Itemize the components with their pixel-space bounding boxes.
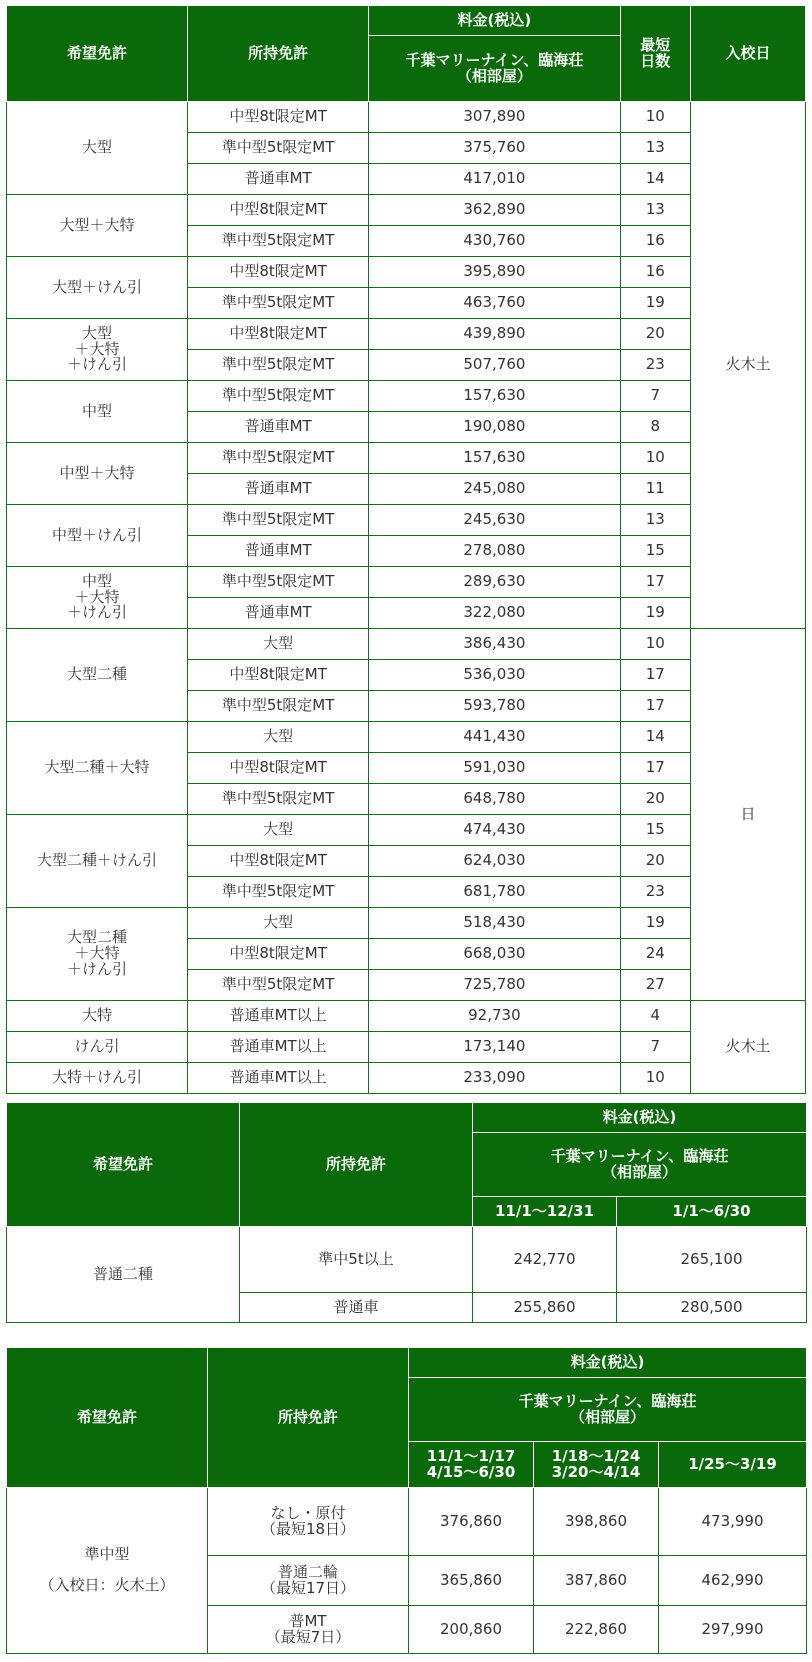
held-license-cell: 準中型5t限定MT <box>188 877 369 908</box>
fee-cell: 593,780 <box>369 691 620 722</box>
fee-cell: 362,890 <box>369 195 620 226</box>
table-row <box>7 1488 807 1556</box>
fee-cell: 624,030 <box>369 846 620 877</box>
desired-license-cell: 中型＋けん引 <box>7 505 188 567</box>
desired-license-cell: 大型二種 ＋大特 ＋けん引 <box>7 908 188 1001</box>
table-row <box>7 722 806 753</box>
fee-cell: 518,430 <box>369 908 620 939</box>
held-license-cell: 普通車MT以上 <box>188 1001 369 1032</box>
fee-cell: 462,990 <box>659 1556 807 1606</box>
min-days-cell: 8 <box>620 412 690 443</box>
header-start-day: 入校日 <box>690 6 805 102</box>
header-period-1: 11/1～12/31 <box>473 1197 617 1227</box>
desired-license-cell: 大特＋けん引 <box>7 1063 188 1094</box>
fee-cell: 439,890 <box>369 319 620 350</box>
header-period-2: 1/18～1/24 3/20～4/14 <box>534 1442 659 1488</box>
table-row <box>7 443 806 474</box>
table-row <box>7 195 806 226</box>
held-license-cell: 普通車MT <box>188 412 369 443</box>
fee-cell: 681,780 <box>369 877 620 908</box>
table-row <box>7 629 806 660</box>
fee-cell: 255,860 <box>473 1293 617 1323</box>
min-days-cell: 24 <box>620 939 690 970</box>
held-license-cell: 準中型5t限定MT <box>188 970 369 1001</box>
desired-license-cell: 大型二種＋大特 <box>7 722 188 815</box>
min-days-cell: 17 <box>620 691 690 722</box>
fee-cell: 648,780 <box>369 784 620 815</box>
fee-cell: 297,990 <box>659 1606 807 1654</box>
header-held-license: 所持免許 <box>240 1103 473 1227</box>
held-license-cell: 準中型5t限定MT <box>188 133 369 164</box>
held-license-cell: 準中型5t限定MT <box>188 567 369 598</box>
desired-license-cell: 大型＋けん引 <box>7 257 188 319</box>
min-days-cell: 17 <box>620 753 690 784</box>
table-row <box>7 908 806 939</box>
min-days-cell: 13 <box>620 195 690 226</box>
fee-cell: 190,080 <box>369 412 620 443</box>
fee-cell: 245,080 <box>369 474 620 505</box>
fee-cell: 245,630 <box>369 505 620 536</box>
held-license-cell: 普MT （最短7日） <box>208 1606 409 1654</box>
header-lodging: 千葉マリーナイン、臨海荘 （相部屋） <box>409 1378 807 1442</box>
fee-table-body <box>7 102 806 1094</box>
min-days-cell: 16 <box>620 226 690 257</box>
fee-cell: 365,860 <box>409 1556 534 1606</box>
min-days-cell: 23 <box>620 350 690 381</box>
min-days-cell: 17 <box>620 567 690 598</box>
header-fee: 料金(税込) <box>369 6 620 36</box>
min-days-cell: 19 <box>620 598 690 629</box>
held-license-cell: 中型8t限定MT <box>188 102 369 133</box>
fee-cell: 92,730 <box>369 1001 620 1032</box>
min-days-cell: 11 <box>620 474 690 505</box>
held-license-cell: 普通車MT <box>188 598 369 629</box>
fee-cell: 278,080 <box>369 536 620 567</box>
fee-cell: 322,080 <box>369 598 620 629</box>
held-license-cell: 準中5t以上 <box>240 1227 473 1293</box>
held-license-cell: 準中型5t限定MT <box>188 784 369 815</box>
header-min-days: 最短 日数 <box>620 6 690 102</box>
desired-license-cell: 準中型 （入校日：火木土） <box>7 1488 208 1654</box>
fee-cell: 200,860 <box>409 1606 534 1654</box>
desired-license-cell: 大特 <box>7 1001 188 1032</box>
header-held-license: 所持免許 <box>208 1348 409 1488</box>
table-row <box>7 102 806 133</box>
min-days-cell: 20 <box>620 846 690 877</box>
fee-cell: 386,430 <box>369 629 620 660</box>
fee-cell: 395,890 <box>369 257 620 288</box>
held-license-cell: 準中型5t限定MT <box>188 381 369 412</box>
held-license-cell: 準中型5t限定MT <box>188 505 369 536</box>
header-held-license: 所持免許 <box>188 6 369 102</box>
fee-table-second-class <box>6 1102 807 1323</box>
min-days-cell: 10 <box>620 102 690 133</box>
held-license-cell: 中型8t限定MT <box>188 846 369 877</box>
held-license-cell: 準中型5t限定MT <box>188 226 369 257</box>
min-days-cell: 13 <box>620 505 690 536</box>
held-license-cell: 準中型5t限定MT <box>188 443 369 474</box>
min-days-cell: 7 <box>620 1032 690 1063</box>
header-fee: 料金(税込) <box>473 1103 807 1133</box>
header-period-2: 1/1～6/30 <box>617 1197 807 1227</box>
fee-cell: 375,760 <box>369 133 620 164</box>
table-row <box>7 1227 807 1293</box>
fee-cell: 376,860 <box>409 1488 534 1556</box>
desired-license-cell: 大型 <box>7 102 188 195</box>
held-license-cell: 普通二輪 （最短17日） <box>208 1556 409 1606</box>
fee-cell: 157,630 <box>369 381 620 412</box>
held-license-cell: 普通車MT以上 <box>188 1032 369 1063</box>
held-license-cell: 中型8t限定MT <box>188 319 369 350</box>
fee-cell: 536,030 <box>369 660 620 691</box>
held-license-cell: 大型 <box>188 629 369 660</box>
fee-cell: 463,760 <box>369 288 620 319</box>
desired-license-cell: 大型＋大特 <box>7 195 188 257</box>
min-days-cell: 16 <box>620 257 690 288</box>
fee-cell: 233,090 <box>369 1063 620 1094</box>
desired-license-cell: 大型二種＋けん引 <box>7 815 188 908</box>
fee-cell: 417,010 <box>369 164 620 195</box>
header-fee: 料金(税込) <box>409 1348 807 1378</box>
held-license-cell: 準中型5t限定MT <box>188 350 369 381</box>
min-days-cell: 7 <box>620 381 690 412</box>
min-days-cell: 19 <box>620 908 690 939</box>
header-lodging: 千葉マリーナイン、臨海荘 （相部屋） <box>473 1133 807 1197</box>
min-days-cell: 15 <box>620 536 690 567</box>
table-row <box>7 1001 806 1032</box>
fee-cell: 387,860 <box>534 1556 659 1606</box>
start-day-cell: 火木土 <box>690 1001 805 1094</box>
min-days-cell: 17 <box>620 660 690 691</box>
held-license-cell: 普通車MT <box>188 474 369 505</box>
held-license-cell: 大型 <box>188 908 369 939</box>
held-license-cell: 普通車MT <box>188 536 369 567</box>
held-license-cell: 普通車 <box>240 1293 473 1323</box>
desired-license-cell: けん引 <box>7 1032 188 1063</box>
fee-cell: 265,100 <box>617 1227 807 1293</box>
held-license-cell: 大型 <box>188 722 369 753</box>
fee-cell: 398,860 <box>534 1488 659 1556</box>
start-day-cell: 日 <box>690 629 805 1001</box>
min-days-cell: 4 <box>620 1001 690 1032</box>
table-row <box>7 1032 806 1063</box>
header-period-3: 1/25～3/19 <box>659 1442 807 1488</box>
fee-cell: 430,760 <box>369 226 620 257</box>
table-row <box>7 815 806 846</box>
table-row <box>7 1063 806 1094</box>
min-days-cell: 20 <box>620 319 690 350</box>
fee-cell: 173,140 <box>369 1032 620 1063</box>
held-license-cell: 準中型5t限定MT <box>188 691 369 722</box>
fee-cell: 157,630 <box>369 443 620 474</box>
min-days-cell: 13 <box>620 133 690 164</box>
min-days-cell: 27 <box>620 970 690 1001</box>
fee-cell: 280,500 <box>617 1293 807 1323</box>
fee-cell: 289,630 <box>369 567 620 598</box>
fee-cell: 474,430 <box>369 815 620 846</box>
fee-cell: 725,780 <box>369 970 620 1001</box>
min-days-cell: 14 <box>620 164 690 195</box>
header-period-1: 11/1～1/17 4/15～6/30 <box>409 1442 534 1488</box>
min-days-cell: 10 <box>620 1063 690 1094</box>
fee-cell: 473,990 <box>659 1488 807 1556</box>
table-row <box>7 567 806 598</box>
desired-license-cell: 中型 ＋大特 ＋けん引 <box>7 567 188 629</box>
min-days-cell: 10 <box>620 443 690 474</box>
fee-cell: 307,890 <box>369 102 620 133</box>
fee-table-large-medium <box>6 5 806 1094</box>
min-days-cell: 19 <box>620 288 690 319</box>
min-days-cell: 15 <box>620 815 690 846</box>
desired-license-cell: 大型二種 <box>7 629 188 722</box>
header-lodging: 千葉マリーナイン、臨海荘 （相部屋） <box>369 36 620 102</box>
held-license-cell: 中型8t限定MT <box>188 939 369 970</box>
table-row <box>7 381 806 412</box>
held-license-cell: 中型8t限定MT <box>188 660 369 691</box>
header-desired-license: 希望免許 <box>7 6 188 102</box>
held-license-cell: 準中型5t限定MT <box>188 288 369 319</box>
min-days-cell: 23 <box>620 877 690 908</box>
desired-license-cell: 普通二種 <box>7 1227 240 1323</box>
desired-license-cell: 大型 ＋大特 ＋けん引 <box>7 319 188 381</box>
header-desired-license: 希望免許 <box>7 1348 208 1488</box>
table-row <box>7 505 806 536</box>
fee-table-semi-medium <box>6 1347 807 1654</box>
held-license-cell: 普通車MT以上 <box>188 1063 369 1094</box>
start-day-cell: 火木土 <box>690 102 805 629</box>
held-license-cell: 中型8t限定MT <box>188 753 369 784</box>
min-days-cell: 10 <box>620 629 690 660</box>
fee-cell: 441,430 <box>369 722 620 753</box>
held-license-cell: 普通車MT <box>188 164 369 195</box>
fee-cell: 242,770 <box>473 1227 617 1293</box>
fee-cell: 507,760 <box>369 350 620 381</box>
fee-cell: 591,030 <box>369 753 620 784</box>
held-license-cell: 中型8t限定MT <box>188 257 369 288</box>
fee-cell: 668,030 <box>369 939 620 970</box>
held-license-cell: 大型 <box>188 815 369 846</box>
min-days-cell: 20 <box>620 784 690 815</box>
table-row <box>7 257 806 288</box>
desired-license-cell: 中型 <box>7 381 188 443</box>
held-license-cell: 中型8t限定MT <box>188 195 369 226</box>
fee-cell: 222,860 <box>534 1606 659 1654</box>
header-desired-license: 希望免許 <box>7 1103 240 1227</box>
held-license-cell: なし・原付 （最短18日） <box>208 1488 409 1556</box>
min-days-cell: 14 <box>620 722 690 753</box>
table-row <box>7 319 806 350</box>
desired-license-cell: 中型＋大特 <box>7 443 188 505</box>
